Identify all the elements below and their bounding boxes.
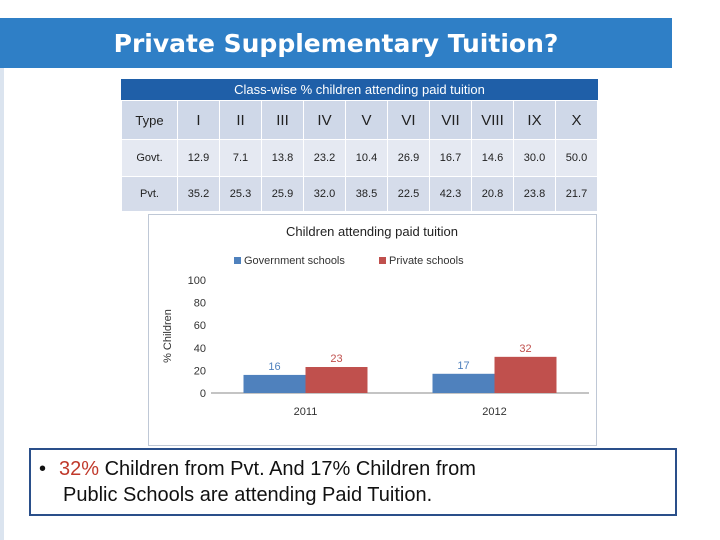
y-tick-label: 20 bbox=[193, 365, 206, 378]
table-cell: 25.3 bbox=[220, 177, 262, 212]
bullet-icon: • bbox=[39, 458, 47, 480]
table-cell: Pvt. bbox=[122, 177, 178, 212]
table-cell: 42.3 bbox=[430, 177, 472, 212]
table-cell: Govt. bbox=[122, 140, 178, 177]
table-cell: 7.1 bbox=[220, 140, 262, 177]
legend-label: Government schools bbox=[244, 255, 345, 267]
note-line2: Public Schools are attending Paid Tuition. bbox=[63, 484, 433, 506]
bar bbox=[306, 367, 368, 393]
table-caption: Class-wise % children attending paid tuition bbox=[121, 79, 598, 100]
table-cell: 35.2 bbox=[178, 177, 220, 212]
table-cell: 10.4 bbox=[346, 140, 388, 177]
note-line1: Children from Pvt. And 17% Children from bbox=[99, 458, 476, 480]
table-cell: 20.8 bbox=[472, 177, 514, 212]
y-tick-label: 80 bbox=[193, 297, 206, 310]
table-header-cell: IV bbox=[304, 101, 346, 140]
data-label: 16 bbox=[268, 360, 281, 373]
chart-container bbox=[148, 214, 597, 446]
table-header-cell: Type bbox=[122, 101, 178, 140]
bar bbox=[244, 375, 306, 393]
table-cell: 32.0 bbox=[304, 177, 346, 212]
table-cell: 25.9 bbox=[262, 177, 304, 212]
table-row bbox=[122, 177, 598, 212]
note-box bbox=[29, 448, 677, 516]
y-tick-label: 60 bbox=[193, 320, 206, 333]
table-header-cell: I bbox=[178, 101, 220, 140]
table-header-cell: V bbox=[346, 101, 388, 140]
table-header-cell: VII bbox=[430, 101, 472, 140]
table-cell: 21.7 bbox=[556, 177, 598, 212]
table-cell: 30.0 bbox=[514, 140, 556, 177]
bar-chart bbox=[149, 215, 596, 445]
legend-swatch bbox=[379, 257, 386, 264]
table-cell: 22.5 bbox=[388, 177, 430, 212]
table-header-row bbox=[122, 101, 598, 140]
table-cell: 26.9 bbox=[388, 140, 430, 177]
table-cell: 16.7 bbox=[430, 140, 472, 177]
table-cell: 12.9 bbox=[178, 140, 220, 177]
left-accent-stripe bbox=[0, 68, 4, 540]
table-cell: 13.8 bbox=[262, 140, 304, 177]
table-cell: 14.6 bbox=[472, 140, 514, 177]
data-label: 23 bbox=[330, 353, 343, 366]
x-tick-label: 2012 bbox=[482, 406, 507, 418]
table-header-cell: X bbox=[556, 101, 598, 140]
table-cell: 23.8 bbox=[514, 177, 556, 212]
data-label: 32 bbox=[519, 342, 532, 355]
chart-title: Children attending paid tuition bbox=[285, 224, 459, 239]
y-axis-label: % Children bbox=[162, 309, 174, 363]
legend-swatch bbox=[234, 257, 241, 264]
slide-title: Private Supplementary Tuition? bbox=[113, 28, 559, 58]
table-cell: 50.0 bbox=[556, 140, 598, 177]
table-header-cell: IX bbox=[514, 101, 556, 140]
table-header-cell: VIII bbox=[472, 101, 514, 140]
bar bbox=[495, 357, 557, 393]
table-header-cell: VI bbox=[388, 101, 430, 140]
title-bar bbox=[0, 18, 672, 68]
x-tick-label: 2011 bbox=[293, 406, 318, 418]
note-text bbox=[39, 456, 669, 508]
legend-label: Private schools bbox=[389, 255, 464, 267]
data-label: 17 bbox=[457, 359, 470, 372]
y-tick-label: 40 bbox=[193, 342, 206, 355]
note-highlight: 32% bbox=[59, 458, 100, 480]
y-tick-label: 100 bbox=[187, 275, 206, 287]
table-cell: 23.2 bbox=[304, 140, 346, 177]
table-header-cell: II bbox=[220, 101, 262, 140]
bar bbox=[433, 374, 495, 393]
table-header-cell: III bbox=[262, 101, 304, 140]
table-cell: 38.5 bbox=[346, 177, 388, 212]
y-tick-label: 0 bbox=[199, 388, 206, 400]
table-row bbox=[122, 140, 598, 177]
tuition-table bbox=[121, 100, 598, 212]
